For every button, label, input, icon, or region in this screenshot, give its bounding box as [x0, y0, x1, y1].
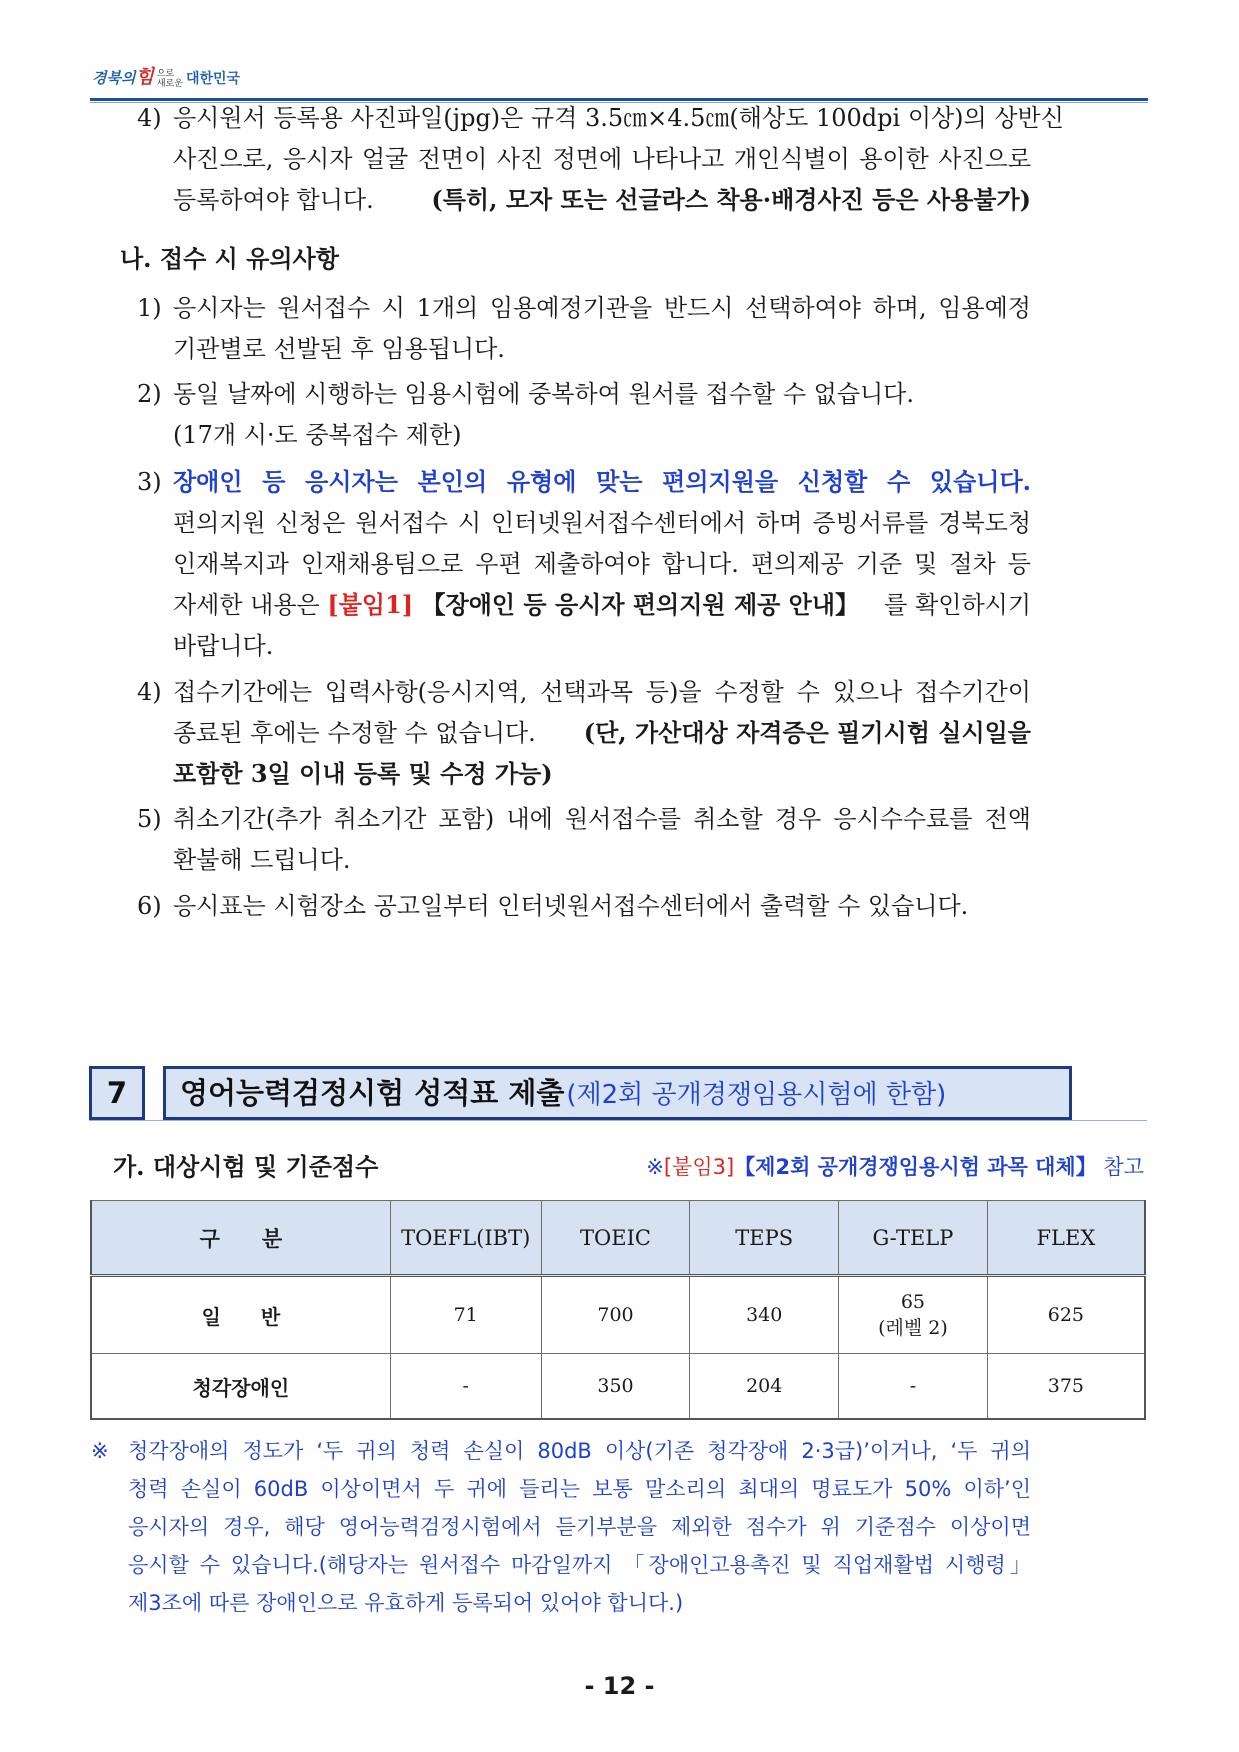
- table-cell: 65 (레벨 2): [839, 1276, 988, 1354]
- paragraph-line: 편의지원 신청은 원서접수 시 인터넷원서접수센터에서 하며 증빙서류를 경북도청: [173, 509, 1031, 537]
- section-rule: [89, 1120, 1147, 1121]
- paragraph-line: 접수기간에는 입력사항(응시지역, 선택과목 등)을 수정할 수 있으나 접수기간이: [173, 678, 1031, 706]
- paragraph-line: 환불해 드립니다.: [173, 846, 351, 874]
- page-number: - 12 -: [584, 1672, 655, 1700]
- paragraph-line: 인재복지과 인재채용팀으로 우편 제출하여야 합니다. 편의제공 기준 및 절차 등: [173, 550, 1031, 578]
- row-label: 일 반: [91, 1276, 390, 1354]
- item-number: 3): [137, 468, 162, 496]
- section-title: 영어능력검정시험 성적표 제출(제2회 공개경쟁임용시험에 한함): [163, 1066, 1072, 1120]
- table-cell: -: [390, 1354, 541, 1420]
- highlight-line: 장애인 등 응시자는 본인의 유형에 맞는 편의지원을 신청할 수 있습니다.: [173, 467, 1031, 496]
- score-table: [90, 1200, 1146, 1420]
- header-logo: [92, 62, 240, 102]
- footnote-line: 응시자의 경우, 해당 영어능력검정시험에서 듣기부분을 제외한 점수가 위 기준점수 이상이면: [128, 1515, 1031, 1539]
- section-number: 7: [89, 1066, 145, 1120]
- table-row: [91, 1354, 1145, 1420]
- paragraph-line: 사진으로, 응시자 얼굴 전면이 사진 정면에 나타나고 개인식별이 용이한 사진으로: [173, 145, 1031, 173]
- logo-text-2: 힘: [135, 66, 154, 88]
- paragraph-line: 자세한 내용은 [붙임1] 【장애인 등 응시자 편의지원 제공 안내】 를 확인하시기: [173, 590, 1031, 619]
- paragraph-line: 포함한 3일 이내 등록 및 수정 가능): [173, 759, 553, 788]
- item-number: 6): [137, 892, 162, 920]
- paragraph-line: 동일 날짜에 시행하는 임용시험에 중복하여 원서를 접수할 수 없습니다.: [173, 380, 914, 408]
- table-cell: 204: [690, 1354, 839, 1420]
- paragraph-line: 취소기간(추가 취소기간 포함) 내에 원서접수를 취소할 경우 응시수수료를 전액: [173, 805, 1031, 833]
- table-header: 구 분: [91, 1201, 390, 1276]
- item-number: 4): [137, 104, 162, 132]
- item-number: 2): [137, 380, 162, 408]
- footnote-line: 응시할 수 있습니다.(해당자는 원서접수 마감일까지 「장애인고용촉진 및 직업재활법 시행령」: [128, 1553, 1031, 1577]
- header-rule: [90, 98, 1148, 101]
- table-header-row: [91, 1201, 1145, 1276]
- table-cell: 350: [541, 1354, 690, 1420]
- paragraph-line: 기관별로 선발된 후 임용됩니다.: [173, 335, 505, 363]
- footnote-line: 청력 손실이 60dB 이상이면서 두 귀에 들리는 보통 말소리의 최대의 명료도가 50% 이하’인: [128, 1477, 1031, 1501]
- item-number: 1): [137, 294, 162, 322]
- logo-text-1: 경북의: [92, 69, 136, 87]
- table-cell: 700: [541, 1276, 690, 1354]
- logo-text-4: 대한민국: [185, 71, 241, 87]
- footnote-line: 청각장애의 정도가 ‘두 귀의 청력 손실이 80dB 이상(기존 청각장애 2·3급)’이거나, ‘두 귀의: [128, 1439, 1031, 1463]
- table-header: G-TELP: [839, 1201, 988, 1276]
- table-header: TOEFL(IBT): [390, 1201, 541, 1276]
- paragraph-line: 응시자는 원서접수 시 1개의 임용예정기관을 반드시 선택하여야 하며, 임용예정: [173, 294, 1031, 322]
- paragraph-line: 응시표는 시험장소 공고일부터 인터넷원서접수센터에서 출력할 수 있습니다.: [173, 892, 969, 920]
- item-number: 4): [137, 678, 162, 706]
- row-label: 청각장애인: [91, 1354, 390, 1420]
- paragraph-line: 종료된 후에는 수정할 수 없습니다. (단, 가산대상 자격증은 필기시험 실시일을: [173, 718, 1031, 747]
- paragraph-line: (17개 시·도 중복접수 제한): [173, 421, 462, 449]
- table-cell: 340: [690, 1276, 839, 1354]
- item-number: 5): [137, 805, 162, 833]
- footnote-line: 제3조에 따른 장애인으로 유효하게 등록되어 있어야 합니다.): [128, 1591, 684, 1615]
- subsection-heading: 나. 접수 시 유의사항: [120, 244, 339, 273]
- table-row: [91, 1276, 1145, 1354]
- logo-text-3: 으로 새로운: [156, 68, 183, 89]
- table-header: TOEIC: [541, 1201, 690, 1276]
- paragraph-line: 바랍니다.: [173, 632, 274, 660]
- table-cell: 375: [987, 1354, 1145, 1420]
- subsection-heading: 가. 대상시험 및 기준점수: [113, 1152, 379, 1181]
- attachment-reference: ※[붙임3]【제2회 공개경쟁임용시험 과목 대체】 참고: [646, 1155, 1144, 1179]
- table-header: FLEX: [987, 1201, 1145, 1276]
- paragraph-line: 등록하여야 합니다. (특히, 모자 또는 선글라스 착용·배경사진 등은 사용불가): [173, 185, 1031, 214]
- table-cell: 71: [390, 1276, 541, 1354]
- footnote-mark: ※: [91, 1439, 109, 1463]
- attachment-ref: [붙임1]: [327, 590, 414, 619]
- table-header: TEPS: [690, 1201, 839, 1276]
- table-cell: 625: [987, 1276, 1145, 1354]
- paragraph-line: 응시원서 등록용 사진파일(jpg)은 규격 3.5㎝×4.5㎝(해상도 100dpi 이상)의 상반신: [173, 104, 1064, 132]
- table-cell: -: [839, 1354, 988, 1420]
